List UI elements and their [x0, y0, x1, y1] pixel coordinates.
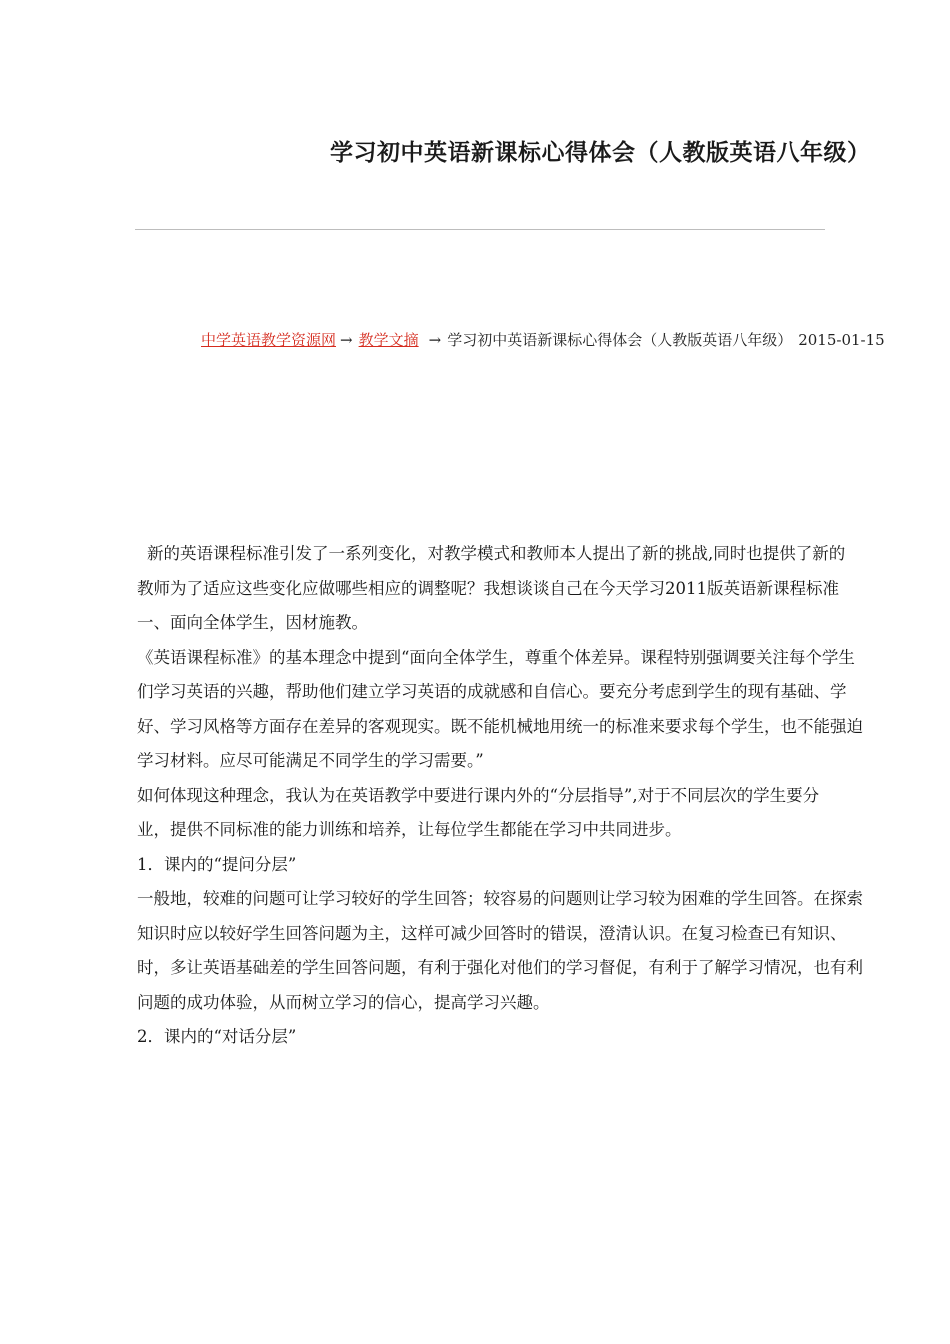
section-heading: 一、面向全体学生，因材施教。 [137, 613, 368, 632]
article-paragraph: 如何体现这种理念，我认为在英语教学中要进行课内外的“分层指导”,对于不同层次的学生要分 [137, 785, 820, 805]
article-body [137, 537, 950, 1055]
article-paragraph: 业，提供不同标准的能力训练和培养，让每位学生都能在学习中共同进步。 [137, 820, 682, 839]
article-paragraph: 时，多让英语基础差的学生回答问题，有利于强化对他们的学习督促，有利于了解学习情况，也有利 [137, 958, 863, 977]
subsection-heading: 1．课内的“提问分层” [137, 854, 297, 874]
breadcrumb-current: 学习初中英语新课标心得体会（人教版英语八年级） [447, 331, 793, 349]
article-paragraph: 教师为了适应这些变化应做哪些相应的调整呢？我想谈谈自己在今天学习2011版英语新课程标准 [137, 578, 839, 598]
breadcrumb-category-link[interactable]: 教学文摘 [358, 331, 419, 349]
article-paragraph: 新的英语课程标准引发了一系列变化，对教学模式和教师本人提出了新的挑战,同时也提供了新的 [147, 544, 846, 563]
title-divider [135, 229, 825, 230]
breadcrumb-site-link[interactable]: 中学英语教学资源网 [201, 331, 337, 349]
article-paragraph: 《英语课程标准》的基本理念中提到“面向全体学生，尊重个体差异。课程特别强调要关注每个学生 [137, 647, 855, 667]
article-paragraph: 好、学习风格等方面存在差异的客观现实。既不能机械地用统一的标准来要求每个学生，也不能强迫 [137, 716, 863, 736]
article-paragraph: 知识时应以较好学生回答问题为主，这样可减少回答时的错误，澄清认识。在复习检查已有知识、 [137, 923, 847, 943]
subsection-heading: 2．课内的“对话分层” [137, 1027, 297, 1046]
article-paragraph: 问题的成功体验，从而树立学习的信心，提高学习兴趣。 [137, 992, 550, 1012]
breadcrumb-arrow-icon: → [428, 331, 442, 349]
article-paragraph: 一般地，较难的问题可让学习较好的学生回答；较容易的问题则让学习较为困难的学生回答。在探索 [137, 889, 863, 908]
article-paragraph: 们学习英语的兴趣，帮助他们建立学习英语的成就感和自信心。要充分考虑到学生的现有基础、学 [137, 682, 847, 701]
article-paragraph: 学习材料。应尽可能满足不同学生的学习需要。” [137, 751, 484, 770]
breadcrumb-arrow-icon: → [340, 331, 353, 349]
document-title: 学习初中英语新课标心得体会（人教版英语八年级） [330, 139, 871, 166]
breadcrumb [201, 329, 950, 350]
publish-date: 2015-01-15 [798, 331, 885, 349]
